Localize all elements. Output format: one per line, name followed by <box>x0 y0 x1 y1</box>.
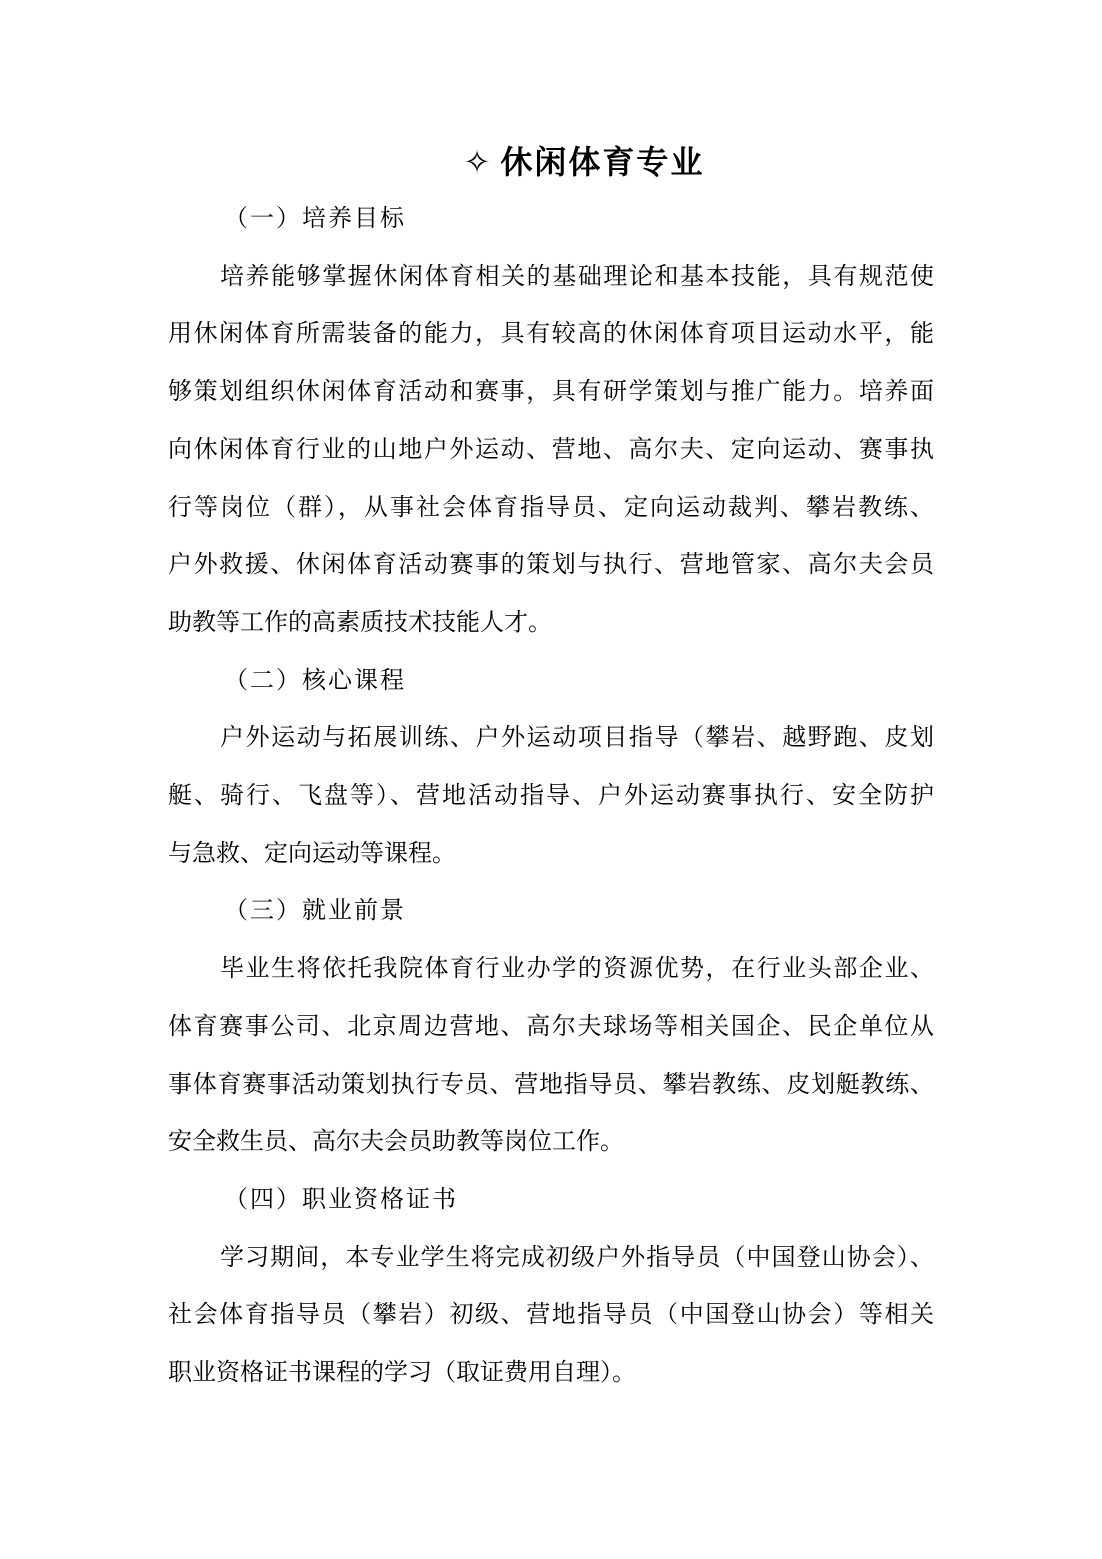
paragraph-line: 社会体育指导员（攀岩）初级、营地指导员（中国登山协会）等相关 <box>168 1300 934 1329</box>
paragraph-line: 培养能够掌握休闲体育相关的基础理论和基本技能，具有规范使 <box>220 261 934 290</box>
paragraph-line: 事体育赛事活动策划执行专员、营地指导员、攀岩教练、皮划艇教练、 <box>168 1069 934 1098</box>
paragraph <box>168 940 934 1171</box>
paragraph <box>168 709 934 882</box>
paragraph-line: 职业资格证书课程的学习（取证费用自理）。 <box>168 1358 636 1387</box>
paragraph-line: 与急救、定向运动等课程。 <box>168 838 456 867</box>
section <box>168 1171 934 1402</box>
sparkle-icon: ✧ <box>463 143 493 181</box>
paragraph-line: 毕业生将依托我院体育行业办学的资源优势，在行业头部企业、 <box>220 954 934 983</box>
section-heading: （二）核心课程 <box>224 665 406 694</box>
title-text: 休闲体育专业 <box>500 143 705 181</box>
section <box>168 882 934 1171</box>
paragraph-line: 户外救援、休闲体育活动赛事的策划与执行、营地管家、高尔夫会员 <box>168 550 934 579</box>
paragraph-line: 够策划组织休闲体育活动和赛事，具有研学策划与推广能力。培养面 <box>168 377 934 406</box>
paragraph-line: 向休闲体育行业的山地户外运动、营地、高尔夫、定向运动、赛事执 <box>168 434 934 463</box>
page-title <box>0 138 1102 186</box>
paragraph-line: 学习期间，本专业学生将完成初级户外指导员（中国登山协会）、 <box>220 1242 934 1271</box>
paragraph-line: 体育赛事公司、北京周边营地、高尔夫球场等相关国企、民企单位从 <box>168 1011 934 1040</box>
paragraph-line: 助教等工作的高素质技术技能人才。 <box>168 607 552 636</box>
section-heading: （三）就业前景 <box>224 896 406 925</box>
document-body <box>168 190 934 1402</box>
section-heading: （一）培养目标 <box>224 204 406 232</box>
paragraph-line: 行等岗位（群），从事社会体育指导员、定向运动裁判、攀岩教练、 <box>168 492 934 521</box>
paragraph <box>168 248 934 652</box>
paragraph-line: 用休闲体育所需装备的能力，具有较高的休闲体育项目运动水平，能 <box>168 319 934 348</box>
section <box>168 652 934 883</box>
section-heading: （四）职业资格证书 <box>224 1184 458 1213</box>
paragraph <box>168 1229 934 1402</box>
section <box>168 190 934 652</box>
paragraph-line: 艇、骑行、飞盘等）、营地活动指导、户外运动赛事执行、安全防护 <box>168 781 934 810</box>
paragraph-line: 安全救生员、高尔夫会员助教等岗位工作。 <box>168 1127 624 1156</box>
paragraph-line: 户外运动与拓展训练、户外运动项目指导（攀岩、越野跑、皮划 <box>220 723 934 752</box>
